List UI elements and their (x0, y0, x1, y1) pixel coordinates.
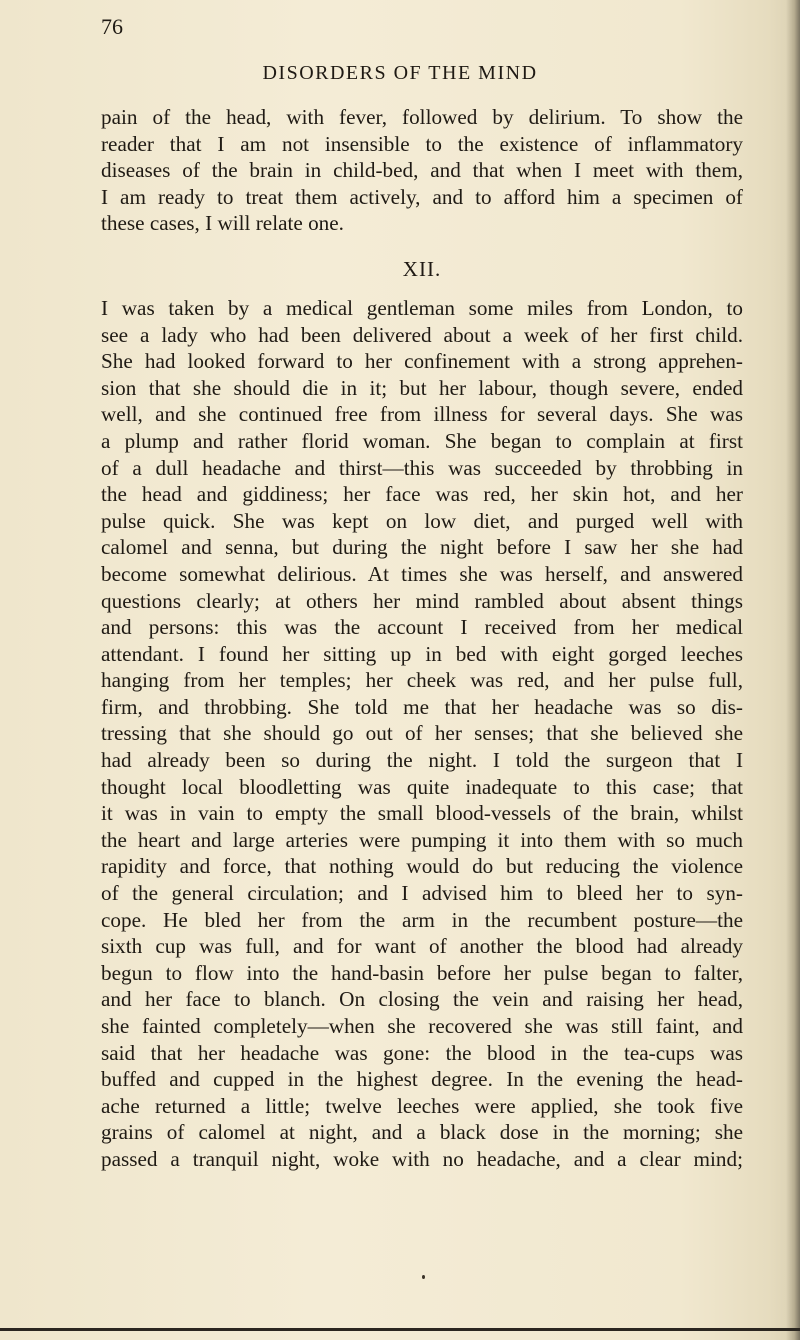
text-line: begun to flow into the hand-basin before her pulse began to falter, (101, 960, 743, 985)
text-line: tressing that she should go out of her senses; that she believed she (101, 721, 743, 746)
section-heading: XII. (402, 256, 442, 281)
text-line: attendant. I found her sitting up in bed with eight gorged leeches (101, 641, 743, 666)
text-line: become somewhat delirious. At times she was herself, and answered (101, 561, 743, 586)
text-line: hanging from her temples; her cheek was red, and her pulse full, (101, 668, 743, 693)
page-edge-shadow (786, 0, 800, 1340)
text-line: firm, and throbbing. She told me that her headache was so dis- (101, 694, 743, 719)
text-line: a plump and rather florid woman. She began to complain at first (101, 428, 743, 453)
text-line: calomel and senna, but during the night before I saw her she had (101, 535, 743, 560)
body-text (101, 104, 743, 1173)
text-line: said that her headache was gone: the blood in the tea-cups was (101, 1040, 743, 1065)
text-line: reader that I am not insensible to the existence of inflammatory (101, 131, 743, 156)
text-line: grains of calomel at night, and a black dose in the morning; she (101, 1120, 743, 1145)
text-line: I was taken by a medical gentleman some miles from London, to (101, 295, 743, 320)
text-line: of the general circulation; and I advised him to bleed her to syn- (101, 881, 743, 906)
text-line: questions clearly; at others her mind rambled about absent things (101, 588, 743, 613)
text-line: pulse quick. She was kept on low diet, and purged well with (101, 508, 743, 533)
text-line: see a lady who had been delivered about a week of her first child. (101, 322, 743, 347)
text-line: well, and she continued free from illness for several days. She was (101, 402, 743, 427)
text-line: the head and giddiness; her face was red, her skin hot, and her (101, 482, 743, 507)
text-line: She had looked forward to her confinement with a strong apprehen- (101, 349, 743, 374)
text-line: passed a tranquil night, woke with no headache, and a clear mind; (101, 1146, 743, 1171)
running-head: DISORDERS OF THE MIND (262, 62, 538, 84)
text-line: and persons: this was the account I received from her medical (101, 615, 743, 640)
text-line: thought local bloodletting was quite inadequate to this case; that (101, 774, 743, 799)
text-line: rapidity and force, that nothing would do but reducing the violence (101, 854, 743, 879)
text-line: of a dull headache and thirst—this was succeeded by throbbing in (101, 455, 743, 480)
ink-speck (422, 1275, 425, 1279)
text-line: pain of the head, with fever, followed by delirium. To show the (101, 105, 743, 129)
text-line: buffed and cupped in the highest degree. In the evening the head- (101, 1067, 743, 1092)
text-line: these cases, I will relate one. (101, 211, 344, 236)
text-line: diseases of the brain in child-bed, and that when I meet with them, (101, 158, 743, 183)
text-line: she fainted completely—when she recovered she was still faint, and (101, 1014, 743, 1038)
text-line: the heart and large arteries were pumping it into them with so much (101, 827, 743, 852)
text-line: I am ready to treat them actively, and to afford him a specimen of (101, 184, 743, 209)
text-line: and her face to blanch. On closing the vein and raising her head, (101, 987, 743, 1012)
text-line: ache returned a little; twelve leeches were applied, she took five (101, 1093, 743, 1118)
paragraph-2 (101, 295, 743, 1173)
text-line: sixth cup was full, and for want of another the blood had already (101, 934, 743, 959)
text-line: cope. He bled her from the arm in the recumbent posture—the (101, 907, 743, 932)
paragraph-1 (101, 104, 743, 237)
text-line: it was in vain to empty the small blood-vessels of the brain, whilst (101, 801, 743, 826)
bottom-edge-rule (0, 1328, 800, 1331)
page-number: 76 (101, 14, 123, 39)
text-line: sion that she should die in it; but her labour, though severe, ended (101, 375, 743, 400)
text-line: had already been so during the night. I told the surgeon that I (101, 748, 743, 773)
